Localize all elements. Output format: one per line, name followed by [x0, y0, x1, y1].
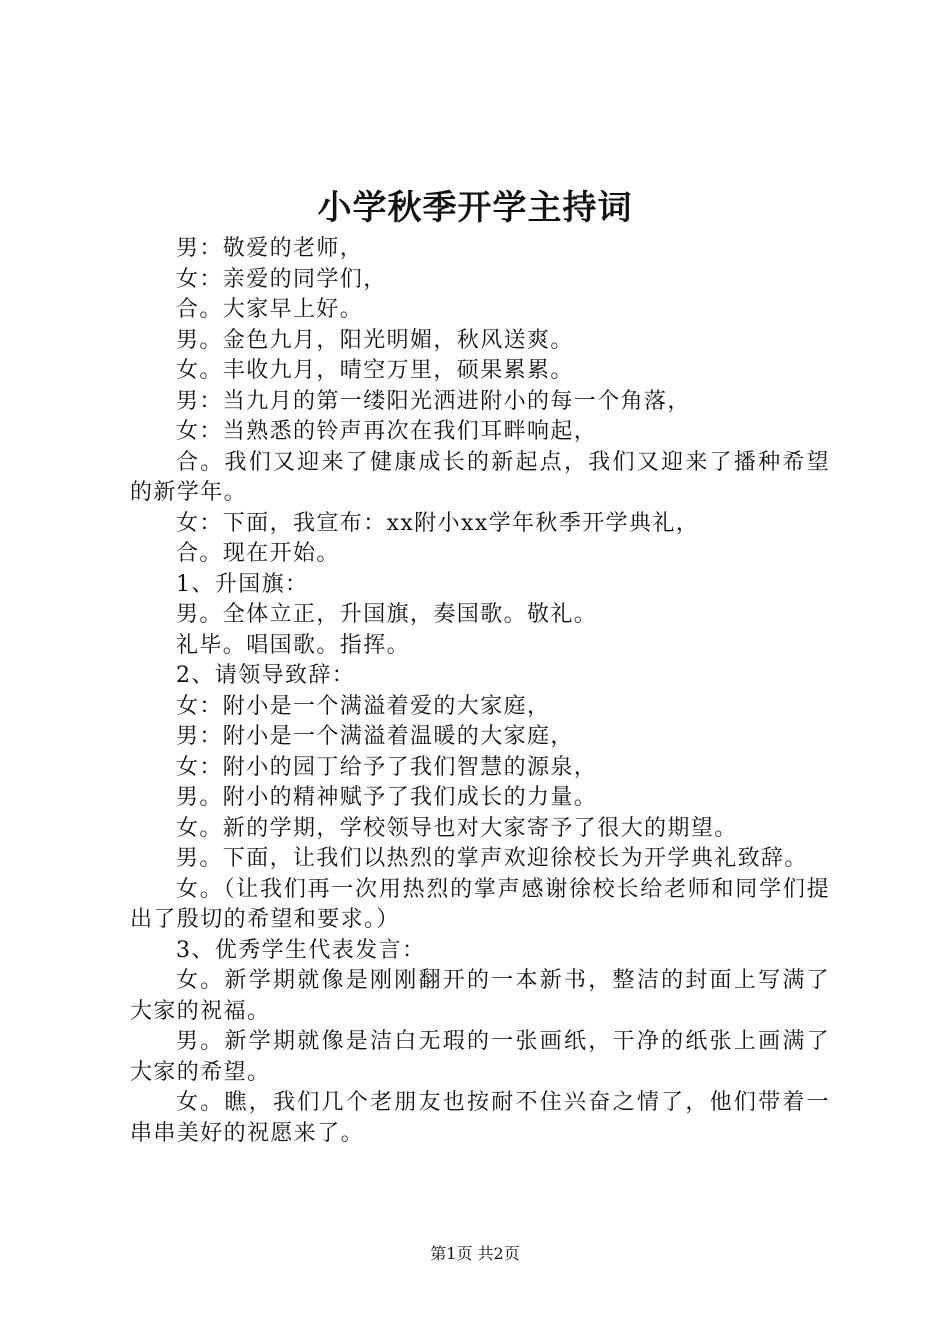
paragraph: 女：下面，我宣布：xx附小xx学年秋季开学典礼， — [176, 510, 700, 536]
paragraph: 男。全体立正，升国旗，奏国歌。敬礼。 — [176, 602, 598, 627]
page-footer: 第1页 共2页 — [430, 1244, 520, 1263]
document-body — [130, 234, 830, 1149]
paragraph: 男：当九月的第一缕阳光洒进附小的每一个角落， — [176, 388, 691, 414]
paragraph: 女：当熟悉的铃声再次在我们耳畔响起， — [176, 419, 598, 444]
document-title: 小学秋季开学主持词 — [317, 188, 633, 228]
paragraph: 合。我们又迎来了健康成长的新起点，我们又迎来了播种希望的新学年。 — [130, 449, 830, 505]
paragraph: 女：附小是一个满溢着爱的大家庭， — [176, 693, 551, 719]
paragraph: 合。大家早上好。 — [176, 297, 364, 322]
paragraph: 3、优秀学生代表发言： — [176, 937, 426, 963]
paragraph: 男。附小的精神赋予了我们成长的力量。 — [176, 785, 598, 810]
paragraph: 女：亲爱的同学们， — [176, 266, 387, 292]
paragraph: 女。新的学期，学校领导也对大家寄予了很大的期望。 — [176, 815, 738, 841]
paragraph: 男。新学期就像是洁白无瑕的一张画纸，干净的纸张上画满了大家的希望。 — [130, 1029, 830, 1085]
paragraph: 女。（让我们再一次用热烈的掌声感谢徐校长给老师和同学们提出了殷切的希望和要求。） — [130, 876, 830, 932]
paragraph: 1、升国旗： — [176, 571, 309, 597]
paragraph: 男：敬爱的老师， — [176, 236, 364, 261]
paragraph: 女：附小的园丁给予了我们智慧的源泉， — [176, 754, 598, 780]
paragraph: 男。金色九月，阳光明媚，秋风送爽。 — [176, 327, 574, 353]
paragraph: 女。瞧，我们几个老朋友也按耐不住兴奋之情了，他们带着一串串美好的祝愿来了。 — [130, 1090, 830, 1146]
paragraph: 女。新学期就像是刚刚翻开的一本新书，整洁的封面上写满了大家的祝福。 — [130, 968, 830, 1024]
paragraph: 礼毕。唱国歌。指挥。 — [176, 632, 411, 658]
paragraph: 女。丰收九月，晴空万里，硕果累累。 — [176, 358, 574, 383]
paragraph: 2、请领导致辞： — [176, 663, 356, 688]
paragraph: 合。现在开始。 — [176, 541, 340, 566]
paragraph: 男。下面，让我们以热烈的掌声欢迎徐校长为开学典礼致辞。 — [176, 846, 808, 871]
paragraph: 男：附小是一个满溢着温暖的大家庭， — [176, 724, 574, 749]
